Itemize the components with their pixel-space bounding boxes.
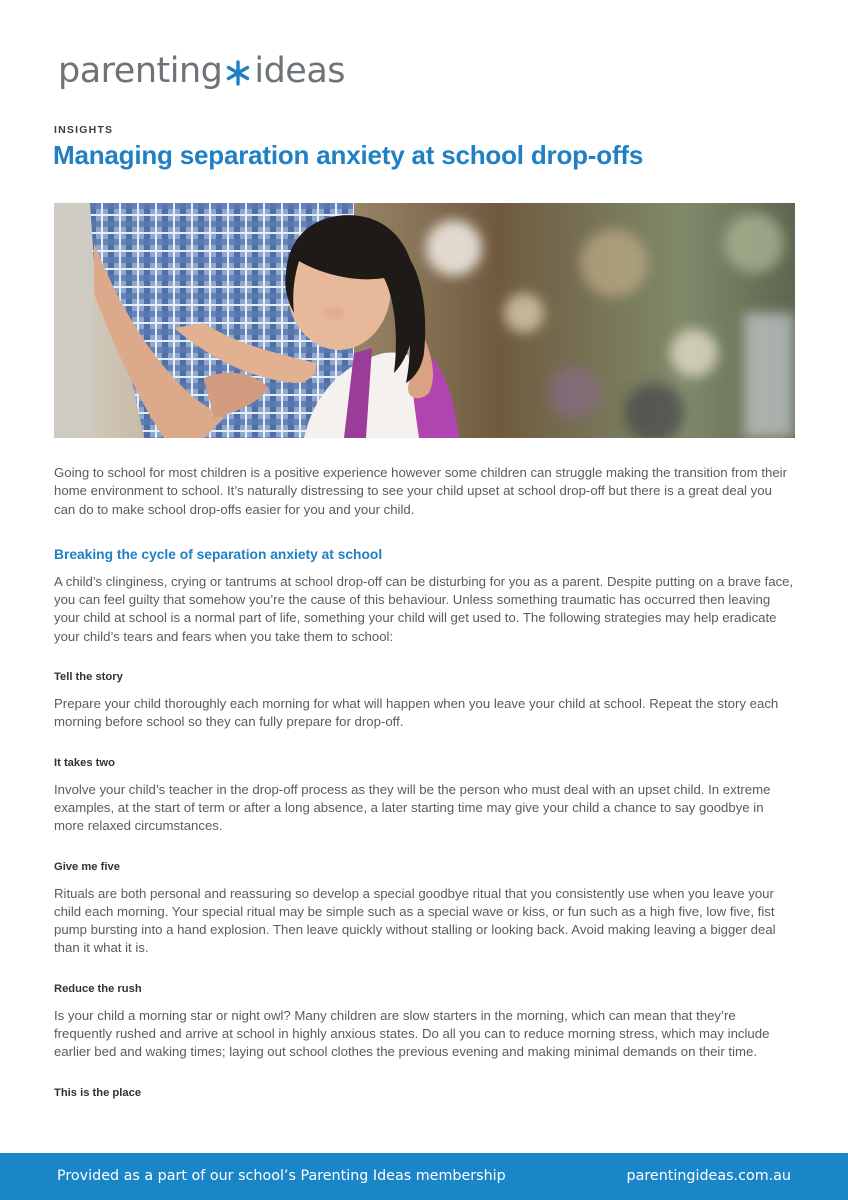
footer-bar <box>0 1153 848 1200</box>
hero-illustration <box>54 203 795 438</box>
logo-word-parenting: parenting <box>58 51 223 91</box>
tip-text-tell-the-story: Prepare your child thoroughly each morning for what will happen when you leave your child at school. Repeat the story each morning before school so they can fully prepare for drop-off. <box>54 696 779 730</box>
intro-paragraph: Going to school for most children is a positive experience however some children can struggle making the transition from their home environment to school. It’s naturally distressing to see your child upset at school drop-off but there is a great deal you can do to make school drop-offs easier for you and your child. <box>54 465 787 517</box>
website-link[interactable]: parentingideas.com.au <box>626 1168 791 1184</box>
tip-heading-this-is-the-place: This is the place <box>54 1086 142 1099</box>
section-heading: Breaking the cycle of separation anxiety at school <box>54 546 383 562</box>
tip-heading-give-me-five: Give me five <box>54 860 120 873</box>
tip-text-reduce-the-rush: Is your child a morning star or night owl? Many children are slow starters in the morning, which can mean that they’re frequently rushed and arrive at school in highly anxious states. Do all you can to reduce morning stress, which may include earlier bed and waking times; laying out school clothes the previous evening and making minimal demands on their time. <box>54 1007 770 1060</box>
tip-heading-tell-the-story: Tell the story <box>54 671 123 684</box>
tip-text-give-me-five: Rituals are both personal and reassuring so develop a special goodbye ritual that you consistently use when you leave your child each morning. Your special ritual may be simple such as a special wave or kiss, or fun such as a high five, low five, fist pump bursting into a hand explosion. Then leave quickly without stalling or looking back. Avoid making leaving a bigger deal than it what it is. <box>54 885 776 956</box>
logo-word-ideas: ideas <box>254 51 346 91</box>
article-body <box>54 464 796 1111</box>
hero-photo <box>54 203 795 438</box>
category-label: INSIGHTS <box>54 124 114 136</box>
tip-heading-it-takes-two: It takes two <box>54 756 115 769</box>
tip-heading-reduce-the-rush: Reduce the rush <box>54 982 142 995</box>
section-paragraph: A child’s clinginess, crying or tantrums at school drop-off can be disturbing for you as a parent. Despite putting on a brave face, you can feel guilty that somehow you’re the cause of this behaviour. Unless something traumatic has occurred then leaving your child at school is a normal part of life, something your child will get used to. The following strategies may help eradicate your child’s tears and fears when you take them to school: <box>54 573 794 644</box>
parenting-ideas-logo <box>58 48 345 94</box>
membership-note: Provided as a part of our school’s Parenting Ideas membership <box>57 1168 506 1184</box>
asterisk-star-icon <box>225 60 251 86</box>
tip-text-it-takes-two: Involve your child’s teacher in the drop-off process as they will be the person who must deal with an upset child. In extreme examples, at the start of term or after a long absence, a later starting time may give your child a chance to say goodbye in more relaxed circumstances. <box>54 781 771 834</box>
article-title: Managing separation anxiety at school drop-offs <box>53 140 644 170</box>
